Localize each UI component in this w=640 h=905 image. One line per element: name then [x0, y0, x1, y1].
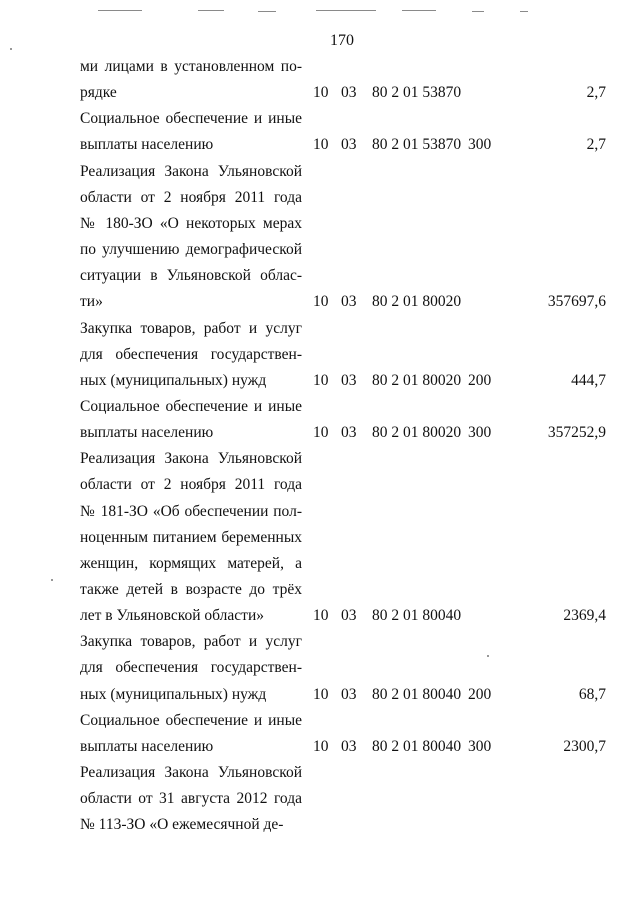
row-description-line: ситуации в Ульяновской облас-: [80, 267, 302, 285]
target-code-cell: 80 2 01 80040: [372, 607, 462, 625]
subsection-cell: 03: [341, 84, 357, 102]
scan-artifact: [198, 10, 224, 11]
scan-artifact: [51, 579, 53, 581]
row-description-line: для обеспечения государствен-: [80, 659, 302, 677]
subsection-cell: 03: [341, 136, 357, 154]
section-cell: 10: [313, 136, 329, 154]
target-code-cell: 80 2 01 80020: [372, 371, 462, 389]
expense-type-cell: 300: [468, 136, 492, 154]
scan-artifact: [316, 10, 376, 11]
target-code-cell: 80 2 01 53870: [372, 136, 462, 154]
row-description-line: № 113-ЗО «О ежемесячной де-: [80, 816, 284, 834]
row-description-line: области от 31 августа 2012 года: [80, 790, 302, 808]
amount-cell: 357697,6: [547, 293, 606, 311]
row-description-line: Социальное обеспечение и иные: [80, 397, 302, 415]
page-number: 170: [330, 32, 354, 49]
row-description-line: ных (муниципальных) нужд: [80, 371, 267, 389]
row-description-line: Реализация Закона Ульяновской: [80, 764, 302, 782]
target-code-cell: 80 2 01 80020: [372, 293, 462, 311]
amount-cell: 2300,7: [563, 737, 606, 755]
amount-cell: 2,7: [586, 136, 606, 154]
scan-artifact: [258, 11, 276, 12]
row-description-line: женщин, кормящих матерей, а: [80, 554, 302, 572]
section-cell: 10: [313, 84, 329, 102]
row-description-line: № 181-ЗО «Об обеспечении пол-: [80, 502, 302, 520]
row-description-line: Реализация Закона Ульяновской: [80, 450, 302, 468]
section-cell: 10: [313, 371, 329, 389]
section-cell: 10: [313, 607, 329, 625]
row-description-line: области от 2 ноября 2011 года: [80, 188, 302, 206]
scan-artifact: [472, 11, 484, 12]
scan-artifact: [520, 11, 528, 12]
expense-type-cell: 200: [468, 371, 492, 389]
scan-artifact: [98, 10, 142, 11]
subsection-cell: 03: [341, 685, 357, 703]
target-code-cell: 80 2 01 80040: [372, 737, 462, 755]
expense-type-cell: 300: [468, 424, 492, 442]
section-cell: 10: [313, 737, 329, 755]
amount-cell: 2,7: [586, 84, 606, 102]
row-description-line: № 180-ЗО «О некоторых мерах: [80, 214, 302, 232]
amount-cell: 2369,4: [563, 607, 606, 625]
row-description-line: лет в Ульяновской области»: [80, 607, 264, 625]
subsection-cell: 03: [341, 424, 357, 442]
target-code-cell: 80 2 01 80020: [372, 424, 462, 442]
row-description-line: ти»: [80, 293, 103, 311]
section-cell: 10: [313, 293, 329, 311]
amount-cell: 357252,9: [547, 424, 606, 442]
row-description-line: Социальное обеспечение и иные: [80, 711, 302, 729]
row-description-line: для обеспечения государствен-: [80, 345, 302, 363]
amount-cell: 444,7: [571, 371, 606, 389]
row-description-line: выплаты населению: [80, 737, 214, 755]
row-description-line: Закупка товаров, работ и услуг: [80, 319, 302, 337]
section-cell: 10: [313, 685, 329, 703]
row-description-line: выплаты населению: [80, 136, 214, 154]
scan-artifact: [487, 655, 489, 657]
row-description-line: Социальное обеспечение и иные: [80, 110, 302, 128]
target-code-cell: 80 2 01 53870: [372, 84, 462, 102]
row-description-line: ных (муниципальных) нужд: [80, 685, 267, 703]
section-cell: 10: [313, 424, 329, 442]
subsection-cell: 03: [341, 737, 357, 755]
row-description-line: ми лицами в установленном по-: [80, 58, 302, 75]
row-description-line: области от 2 ноября 2011 года: [80, 476, 302, 494]
scan-artifact: [402, 10, 436, 11]
expense-type-cell: 200: [468, 685, 492, 703]
subsection-cell: 03: [341, 293, 357, 311]
scan-artifact: [10, 48, 12, 50]
subsection-cell: 03: [341, 371, 357, 389]
amount-cell: 68,7: [578, 685, 606, 703]
subsection-cell: 03: [341, 607, 357, 625]
target-code-cell: 80 2 01 80040: [372, 685, 462, 703]
row-description-line: Реализация Закона Ульяновской: [80, 162, 302, 180]
expense-type-cell: 300: [468, 737, 492, 755]
row-description-line: также детей в возрасте до трёх: [80, 581, 302, 598]
row-description-line: ноценным питанием беременных: [80, 528, 302, 546]
row-description-line: по улучшению демографической: [80, 241, 302, 259]
row-description-line: Закупка товаров, работ и услуг: [80, 633, 302, 651]
row-description-line: выплаты населению: [80, 424, 214, 442]
row-description-line: рядке: [80, 84, 117, 102]
